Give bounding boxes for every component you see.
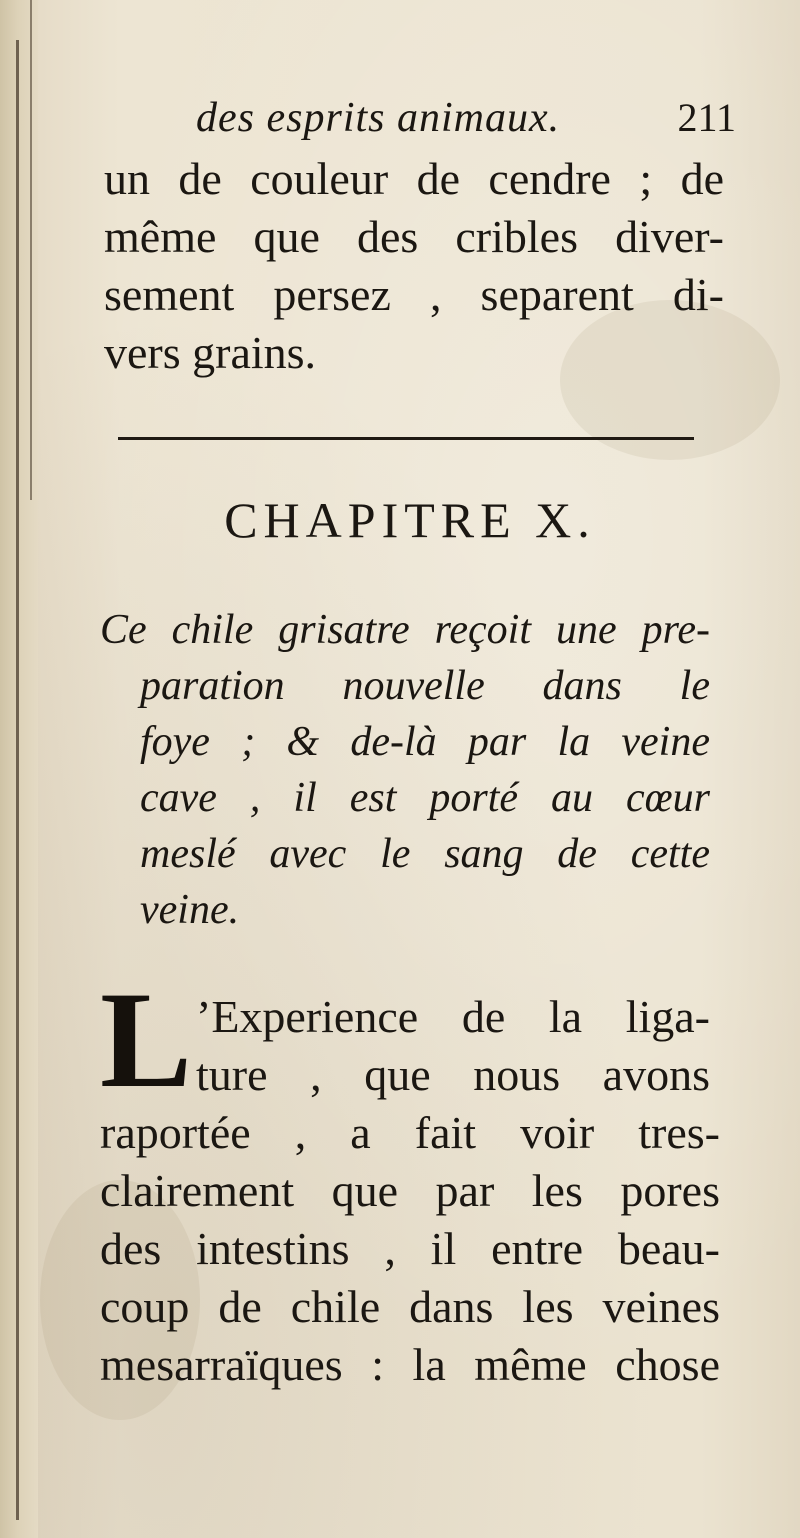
text-line: coup de chile dans les veines [100,1281,720,1332]
text-line: même que des cribles diver- [104,211,724,262]
text-line: sement persez , separent di- [104,269,724,320]
text-line: un de couleur de cendre ; de [104,153,724,204]
chapter-title: CHAPITRE X. [224,492,596,548]
text-line: des intestins , il entre beau- [100,1223,720,1274]
summary-line: paration nouvelle dans le [140,663,710,709]
text-line: raportée , a fait voir tres- [100,1107,720,1158]
running-title: des esprits animaux. [196,95,561,141]
text-line: mesarraïques : la même chose [100,1339,720,1390]
summary-line: foye ; & de-là par la veine [140,719,710,765]
running-head [196,90,736,146]
text-line: vers grains. [104,327,317,378]
section-rule [118,437,694,440]
text-line: ’Experience de la liga- [196,991,710,1042]
summary-line: veine. [140,887,240,933]
text-line: clairement que par les pores [100,1165,720,1216]
summary-line: Ce chile grisatre reçoit une pre- [100,607,710,653]
summary-line: cave , il est porté au cœur [140,775,710,821]
summary-line: meslé avec le sang de cette [140,831,710,877]
drop-cap: L [100,963,193,1116]
text-line: ture , que nous avons [196,1049,710,1100]
page-number: 211 [677,95,736,140]
